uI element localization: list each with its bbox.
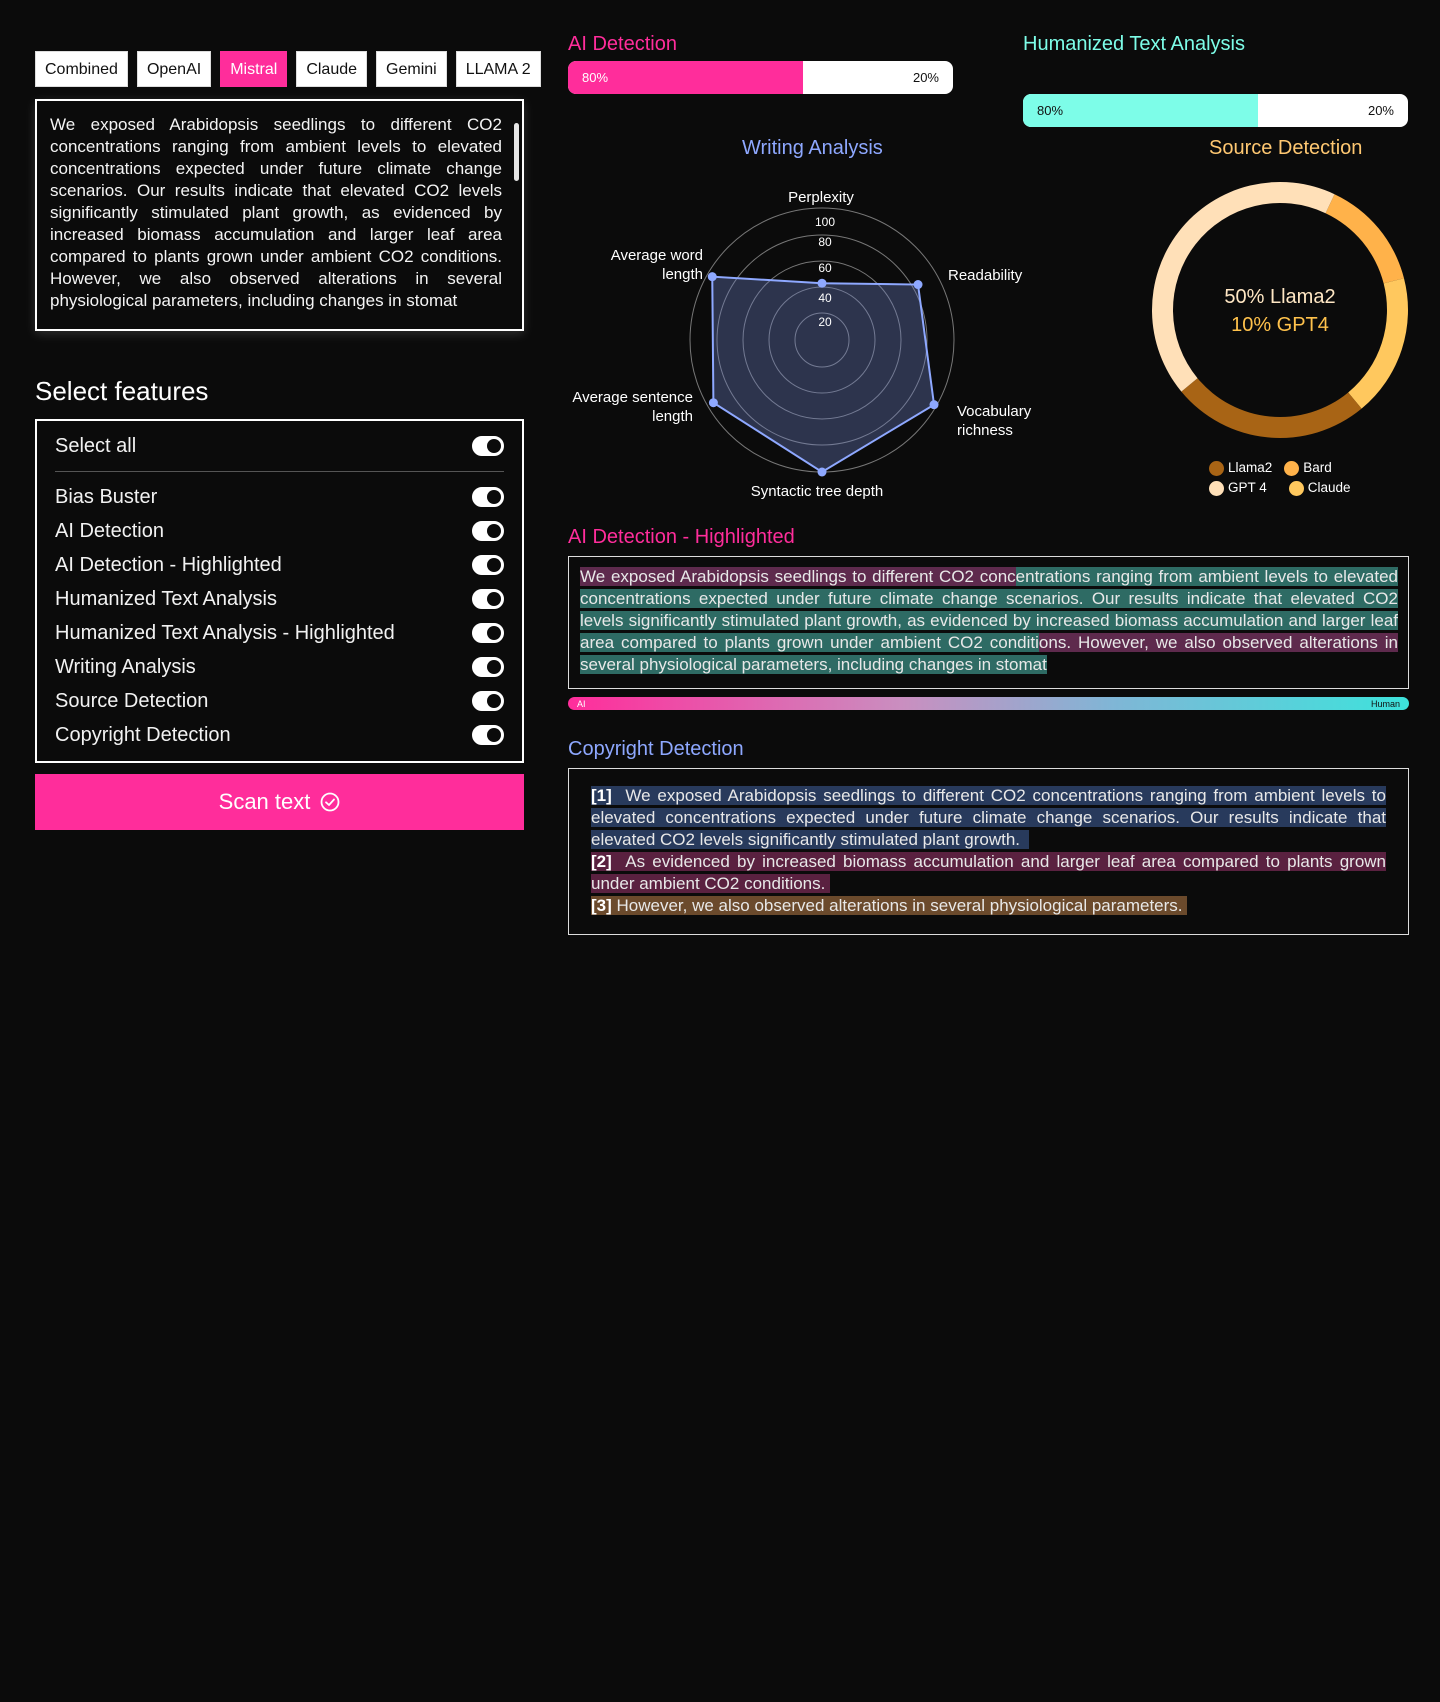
scrollbar-thumb[interactable] [514,123,519,181]
source-legend [1209,460,1369,496]
model-tabs [35,51,541,87]
copyright-item-3: [3] However, we also observed alterations in several physiological parameters. [591,896,1187,915]
select-features-title: Select features [35,376,209,406]
ai-detection-title: AI Detection [568,33,677,55]
tab-llama2[interactable]: LLAMA 2 [456,51,541,87]
source-detection-donut [1150,180,1410,440]
feature-toggle[interactable] [472,521,504,541]
features-panel [35,419,524,763]
ai-detection-rest: 20% [912,70,939,85]
writing-analysis-title: Writing Analysis [742,137,883,159]
radar-label-readability: Readability [948,267,1023,284]
feature-humanized [55,582,504,616]
ai-detection-bar [568,61,953,94]
copyright-item-1: [1] We exposed Arabidopsis seedlings to different CO2 concentrations ranging from ambient levels to elevated concentrations expected under future climate change scenarios. Our results indicate that elevated CO2 levels significantly stimulated plant growth. [591,786,1386,849]
highlight-segment: ons. However, we also observed alterations in [1038,633,1398,652]
ai-human-scale [568,697,1409,710]
donut-slice-claude [1348,278,1408,408]
radar-tick-100: 100 [814,215,836,229]
radar-point-2 [930,400,939,409]
input-textarea[interactable] [35,99,524,331]
feature-label: Copyright Detection [55,723,231,746]
feature-toggle[interactable] [472,589,504,609]
radar-label-perplexity: Perplexity [788,189,854,206]
tab-claude[interactable]: Claude [296,51,367,87]
feature-writing-analysis [55,650,504,684]
feature-ai-detection-highlighted [55,548,504,582]
feature-label: Bias Buster [55,485,158,508]
legend-item-claude: Claude [1289,480,1351,496]
tab-openai[interactable]: OpenAI [137,51,211,87]
feature-toggle[interactable] [472,555,504,575]
radar-area [712,277,934,472]
feature-toggle[interactable] [472,487,504,507]
input-text: We exposed Arabidopsis seedlings to different CO2 concentrations ranging from ambient levels to elevated concentrations expected under future climate change scenarios. Our results indicate that elevated CO2 levels significantly stimulated plant growth, as evidenced by increased biomass accumulation and larger leaf area compared to plants grown under ambient CO2 conditions. However, we also observed alterations in several physiological parameters, including changes in stomat [50,115,502,310]
highlight-segment: several physiological parameters, including changes in stomat [580,655,1047,674]
radar-label-sentence: Average sentence length [572,389,693,425]
highlight-segment: entrations ranging from ambient levels to elevated concentrations expected under future climate change scenarios. Our results indicate that elevated CO2 levels significantly stimulated plant growth, as evidenced by increas [580,567,1398,630]
ai-detection-fill: 80% [568,61,803,94]
feature-toggle[interactable] [472,691,504,711]
feature-copyright-detection [55,718,504,752]
select-all-toggle[interactable] [472,436,504,456]
feature-toggle[interactable] [472,623,504,643]
radar-label-word: Average word length [610,247,703,283]
radar-tick-80: 80 [818,235,832,249]
feature-bias-buster [55,480,504,514]
humanized-rest: 20% [1367,103,1394,118]
feature-select-all [55,421,504,472]
legend-item-llama2: Llama2 [1209,460,1272,476]
donut-center-line2: 10% GPT4 [1231,314,1329,336]
scan-text-label: Scan text [218,789,311,814]
copyright-title: Copyright Detection [568,738,744,760]
radar-point-1 [914,280,923,289]
radar-label-syntactic: Syntactic tree depth [750,483,884,500]
donut-slice-llama2 [1181,378,1361,438]
legend-item-gpt4: GPT 4 [1209,480,1267,496]
feature-ai-detection [55,514,504,548]
donut-slice-bard [1326,194,1404,283]
highlight-segment: We exposed Arabidopsis seedlings to different CO2 conc [580,567,1016,586]
feature-label: Humanized Text Analysis - Highlighted [55,621,395,644]
radar-point-0 [818,279,827,288]
feature-toggle[interactable] [472,725,504,745]
copyright-text [591,785,1386,917]
radar-label-vocabulary: Vocabulary richness [957,403,1032,439]
tab-mistral[interactable]: Mistral [220,51,287,87]
feature-label: AI Detection [55,519,164,542]
feature-source-detection [55,684,504,718]
humanized-bar [1023,94,1408,127]
radar-tick-20: 20 [818,315,832,329]
writing-analysis-chart [560,180,1060,510]
ai-highlighted-box [568,556,1409,689]
donut-center-line1: 50% Llama2 [1224,286,1336,308]
humanized-fill: 80% [1023,94,1258,127]
ai-highlighted-title: AI Detection - Highlighted [568,526,795,548]
check-circle-icon [320,792,340,812]
feature-label: Humanized Text Analysis [55,587,277,610]
feature-label: Writing Analysis [55,655,196,678]
copyright-box [568,768,1409,935]
radar-point-4 [709,398,718,407]
source-detection-title: Source Detection [1209,137,1363,159]
highlight-segment: ed biomass accumulation and larger leaf area compared to plants grown under ambient CO2 conditi [580,611,1398,652]
radar-point-5 [708,272,717,281]
radar-tick-40: 40 [818,291,832,305]
feature-toggle[interactable] [472,657,504,677]
scale-ai-label: AI [577,698,586,709]
copyright-item-2: [2] As evidenced by increased biomass accumulation and larger leaf area compared to plants grown under ambient CO2 conditions. [591,852,1387,893]
feature-humanized-highlighted [55,616,504,650]
ai-highlighted-text [580,566,1398,676]
scan-text-button[interactable] [35,774,524,830]
humanized-title: Humanized Text Analysis [1023,33,1245,55]
radar-tick-60: 60 [818,261,832,275]
tab-combined[interactable]: Combined [35,51,128,87]
radar-point-3 [818,468,827,477]
feature-label: Source Detection [55,689,209,712]
feature-label: Select all [55,434,137,457]
feature-label: AI Detection - Highlighted [55,553,282,576]
scale-human-label: Human [1370,698,1400,709]
legend-item-bard: Bard [1284,460,1332,476]
tab-gemini[interactable]: Gemini [376,51,447,87]
